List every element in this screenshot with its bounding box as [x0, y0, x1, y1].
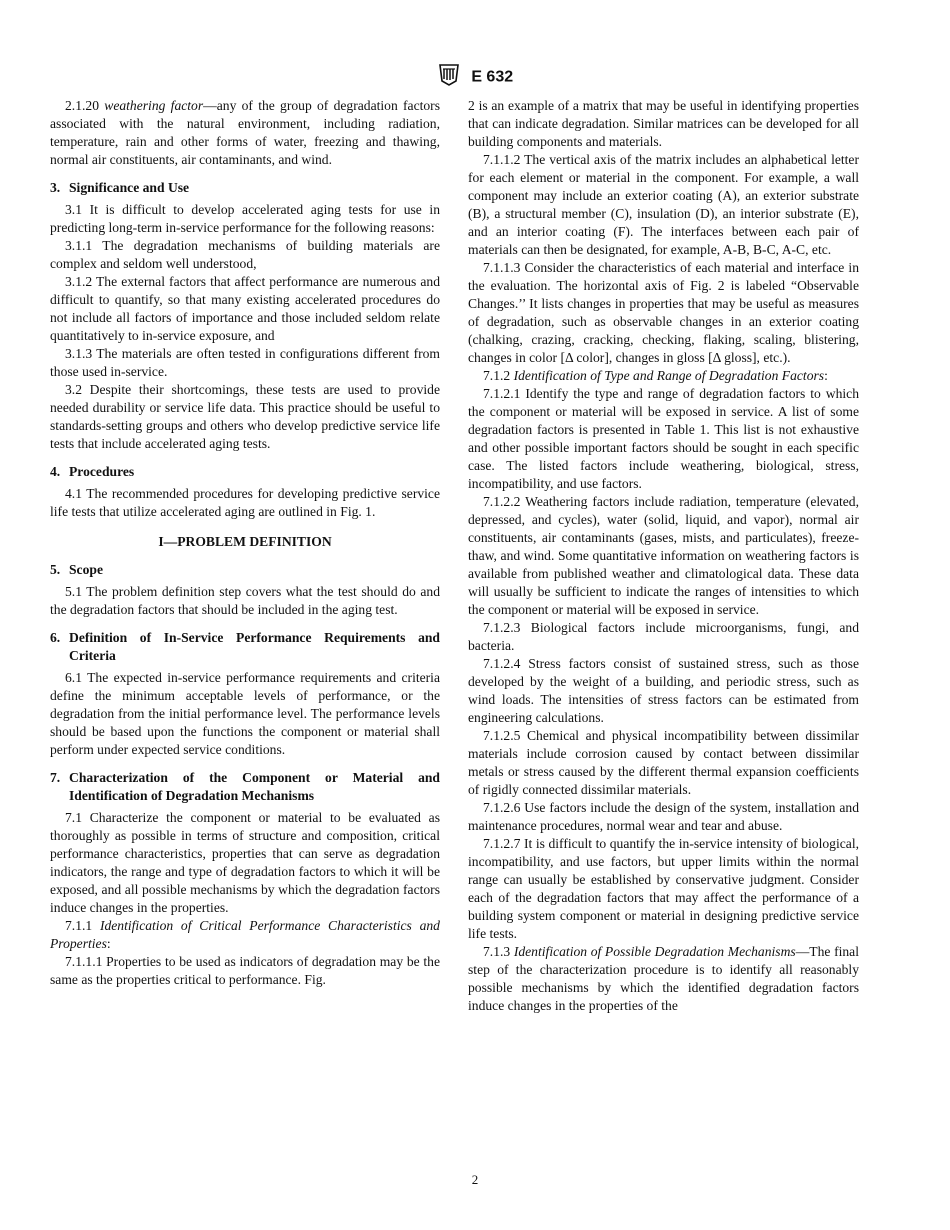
- paragraph-continued: 2 is an example of a matrix that may be useful in identifying properties that can indicate degradation. Similar matrices can be developed for all building components and materials.: [468, 98, 859, 149]
- colon: :: [106, 936, 111, 951]
- clause-title: Identification of Critical Performance Characteristics and Properties: [50, 918, 440, 951]
- paragraph-3-1-3: 3.1.3 The materials are often tested in configurations different from those used in-service.: [50, 346, 440, 379]
- left-column: [50, 97, 440, 989]
- paragraph-7-1-3: [468, 943, 859, 1015]
- section-3-heading: [50, 179, 440, 197]
- paragraph-7-1-2-6: 7.1.2.6 Use factors include the design of the system, installation and maintenance procedures, normal wear and tear and abuse.: [468, 800, 859, 833]
- paragraph-3-1-2: 3.1.2 The external factors that affect performance are numerous and difficult to quantify, so that many existing accelerated procedures do not include all factors of importance and those included seldom relate quantitatively to in-service exposure, and: [50, 274, 440, 343]
- paragraph-7-1-2-3: 7.1.2.3 Biological factors include microorganisms, fungi, and bacteria.: [468, 620, 859, 653]
- paragraph-7-1-1-1: 7.1.1.1 Properties to be used as indicators of degradation may be the same as the properties critical to performance. Fig.: [50, 954, 440, 987]
- clause-number: 7.1.1: [65, 918, 93, 933]
- section-5-heading: [50, 561, 440, 579]
- paragraph-3-1: 3.1 It is difficult to develop accelerated aging tests for use in predicting long-term in-service performance for the following reasons:: [50, 202, 440, 235]
- paragraph-7-1-2-4: 7.1.2.4 Stress factors consist of sustained stress, such as those developed by the weight of a building, and periodic stress, such as wind loads. The intensities of stress factors can be estimated from engineering calculations.: [468, 656, 859, 725]
- clause-number: 7.1.2: [483, 368, 511, 383]
- clause-number: 7.1.3: [483, 944, 511, 959]
- paragraph-7-1-2: [468, 367, 859, 385]
- paragraph-7-1-1-2: 7.1.1.2 The vertical axis of the matrix includes an alphabetical letter for each element or material in the component. For example, a wall component may include an exterior coating (A), an exterior substrate (B), a structural member (C), insulation (D), an interior substrate (E), and an interior coating (F). The interfaces between each pair of materials can then be designated, for example, A-B, B-C, A-C, etc.: [468, 152, 859, 257]
- colon: :: [824, 368, 828, 383]
- paragraph-4-1: 4.1 The recommended procedures for developing predictive service life tests that utilize accelerated aging are outlined in Fig. 1.: [50, 486, 440, 519]
- section-number: 6.: [50, 630, 61, 645]
- section-number: 5.: [50, 562, 61, 577]
- paragraph-7-1-1-3: 7.1.1.3 Consider the characteristics of each material and interface in the evaluation. The horizontal axis of Fig. 2 is labeled “Observable Changes.’’ It lists changes in properties that may be useful as measures of degradation, such as observable changes in an exterior coating (chalking, crazing, cracking, checking, flaking, scaling, blistering, changes in color [Δ color], changes in gloss [Δ gloss], etc.).: [468, 260, 859, 365]
- page-header: [0, 64, 950, 91]
- paragraph-7-1-2-2: 7.1.2.2 Weathering factors include radiation, temperature (elevated, depressed, and cycles), water (solid, liquid, and vapor), normal air constituents, air contaminants (gases, mists, and particulates), freeze-thaw, and wind. Some quantitative information on weathering factors is available from published weather and climatological data. These data will usually be sufficient to indicate the ranges of intensities to which the component or material will be exposed in service.: [468, 494, 859, 617]
- clause-text: —The final step of the characterization procedure is to identify all reasonably possible mechanisms by which the identified degradation factors induce changes in the properties of the: [468, 944, 859, 1013]
- section-title: Procedures: [69, 464, 135, 479]
- section-title: Significance and Use: [69, 180, 190, 195]
- section-title: Definition of In-Service Performance Requirements and Criteria: [69, 630, 440, 663]
- defined-term: weathering factor: [104, 98, 204, 113]
- section-title: Scope: [69, 562, 103, 577]
- paragraph-7-1-1: [50, 917, 440, 953]
- page-number: 2: [471, 1172, 479, 1187]
- section-number: 7.: [50, 770, 61, 785]
- section-number: 3.: [50, 180, 61, 195]
- paragraph-6-1: 6.1 The expected in-service performance requirements and criteria define the minimum acceptable levels of performance, or the degradation from the initial performance level. The performance levels should be based upon the functions the component or material shall perform under expected service conditions.: [50, 670, 440, 757]
- paragraph-7-1-2-7: 7.1.2.7 It is difficult to quantify the in-service intensity of biological, incompatibility, and use factors, but upper limits within the normal range can usually be established by conservative judgment. Consider each of the degradation factors that may affect the performance of a building system component or material in designing predictive service life tests.: [468, 836, 859, 941]
- clause-number: 2.1.20: [65, 98, 99, 113]
- part-heading: I—PROBLEM DEFINITION: [158, 534, 332, 549]
- section-7-heading: [50, 769, 440, 805]
- section-title: Characterization of the Component or Material and Identification of Degradation Mechanisms: [69, 770, 440, 803]
- paragraph-3-2: 3.2 Despite their shortcomings, these tests are used to provide needed durability or service life data. This practice should be useful to standards-setting groups and others who develop predictive service life tests that include accelerated aging tests.: [50, 382, 440, 451]
- right-column: [468, 97, 859, 1015]
- paragraph-7-1-2-1: 7.1.2.1 Identify the type and range of degradation factors to which the component or material will be exposed in service. A list of some degradation factors is presented in Table 1. This list is not exhaustive and other possible important factors should be sought in each specific case. The listed factors include weathering, biological, stress, incompatibility, and use factors.: [468, 386, 859, 491]
- paragraph-3-1-1: 3.1.1 The degradation mechanisms of building materials are complex and seldom well understood,: [50, 238, 440, 271]
- clause-title: Identification of Type and Range of Degradation Factors: [513, 368, 825, 383]
- clause-title: Identification of Possible Degradation Mechanisms: [513, 944, 796, 959]
- astm-logo-icon: [437, 64, 461, 91]
- section-4-heading: [50, 463, 440, 481]
- section-number: 4.: [50, 464, 61, 479]
- standard-code: E 632: [471, 68, 514, 86]
- paragraph-7-1: 7.1 Characterize the component or material to be evaluated as thoroughly as possible in terms of structure and composition, critical performance characteristics, properties that can serve as degradation indicators, the range and type of degradation factors to which it will be exposed, and all possible mechanisms by which the degradation factors induce changes in the properties.: [50, 810, 440, 915]
- definition-text: —any of the group of degradation factors associated with the natural environment, including radiation, temperature, rain and other forms of water, freezing and thawing, normal air constituents, air contaminants, and wind.: [50, 98, 440, 167]
- paragraph-7-1-2-5: 7.1.2.5 Chemical and physical incompatibility between dissimilar materials include corrosion caused by contact between dissimilar metals or stress caused by the different thermal expansion coefficients of rigidly connected dissimilar materials.: [468, 728, 859, 797]
- paragraph-2-1-20: [50, 97, 440, 169]
- section-6-heading: [50, 629, 440, 665]
- paragraph-5-1: 5.1 The problem definition step covers what the test should do and the degradation factors that should be included in the aging test.: [50, 584, 440, 617]
